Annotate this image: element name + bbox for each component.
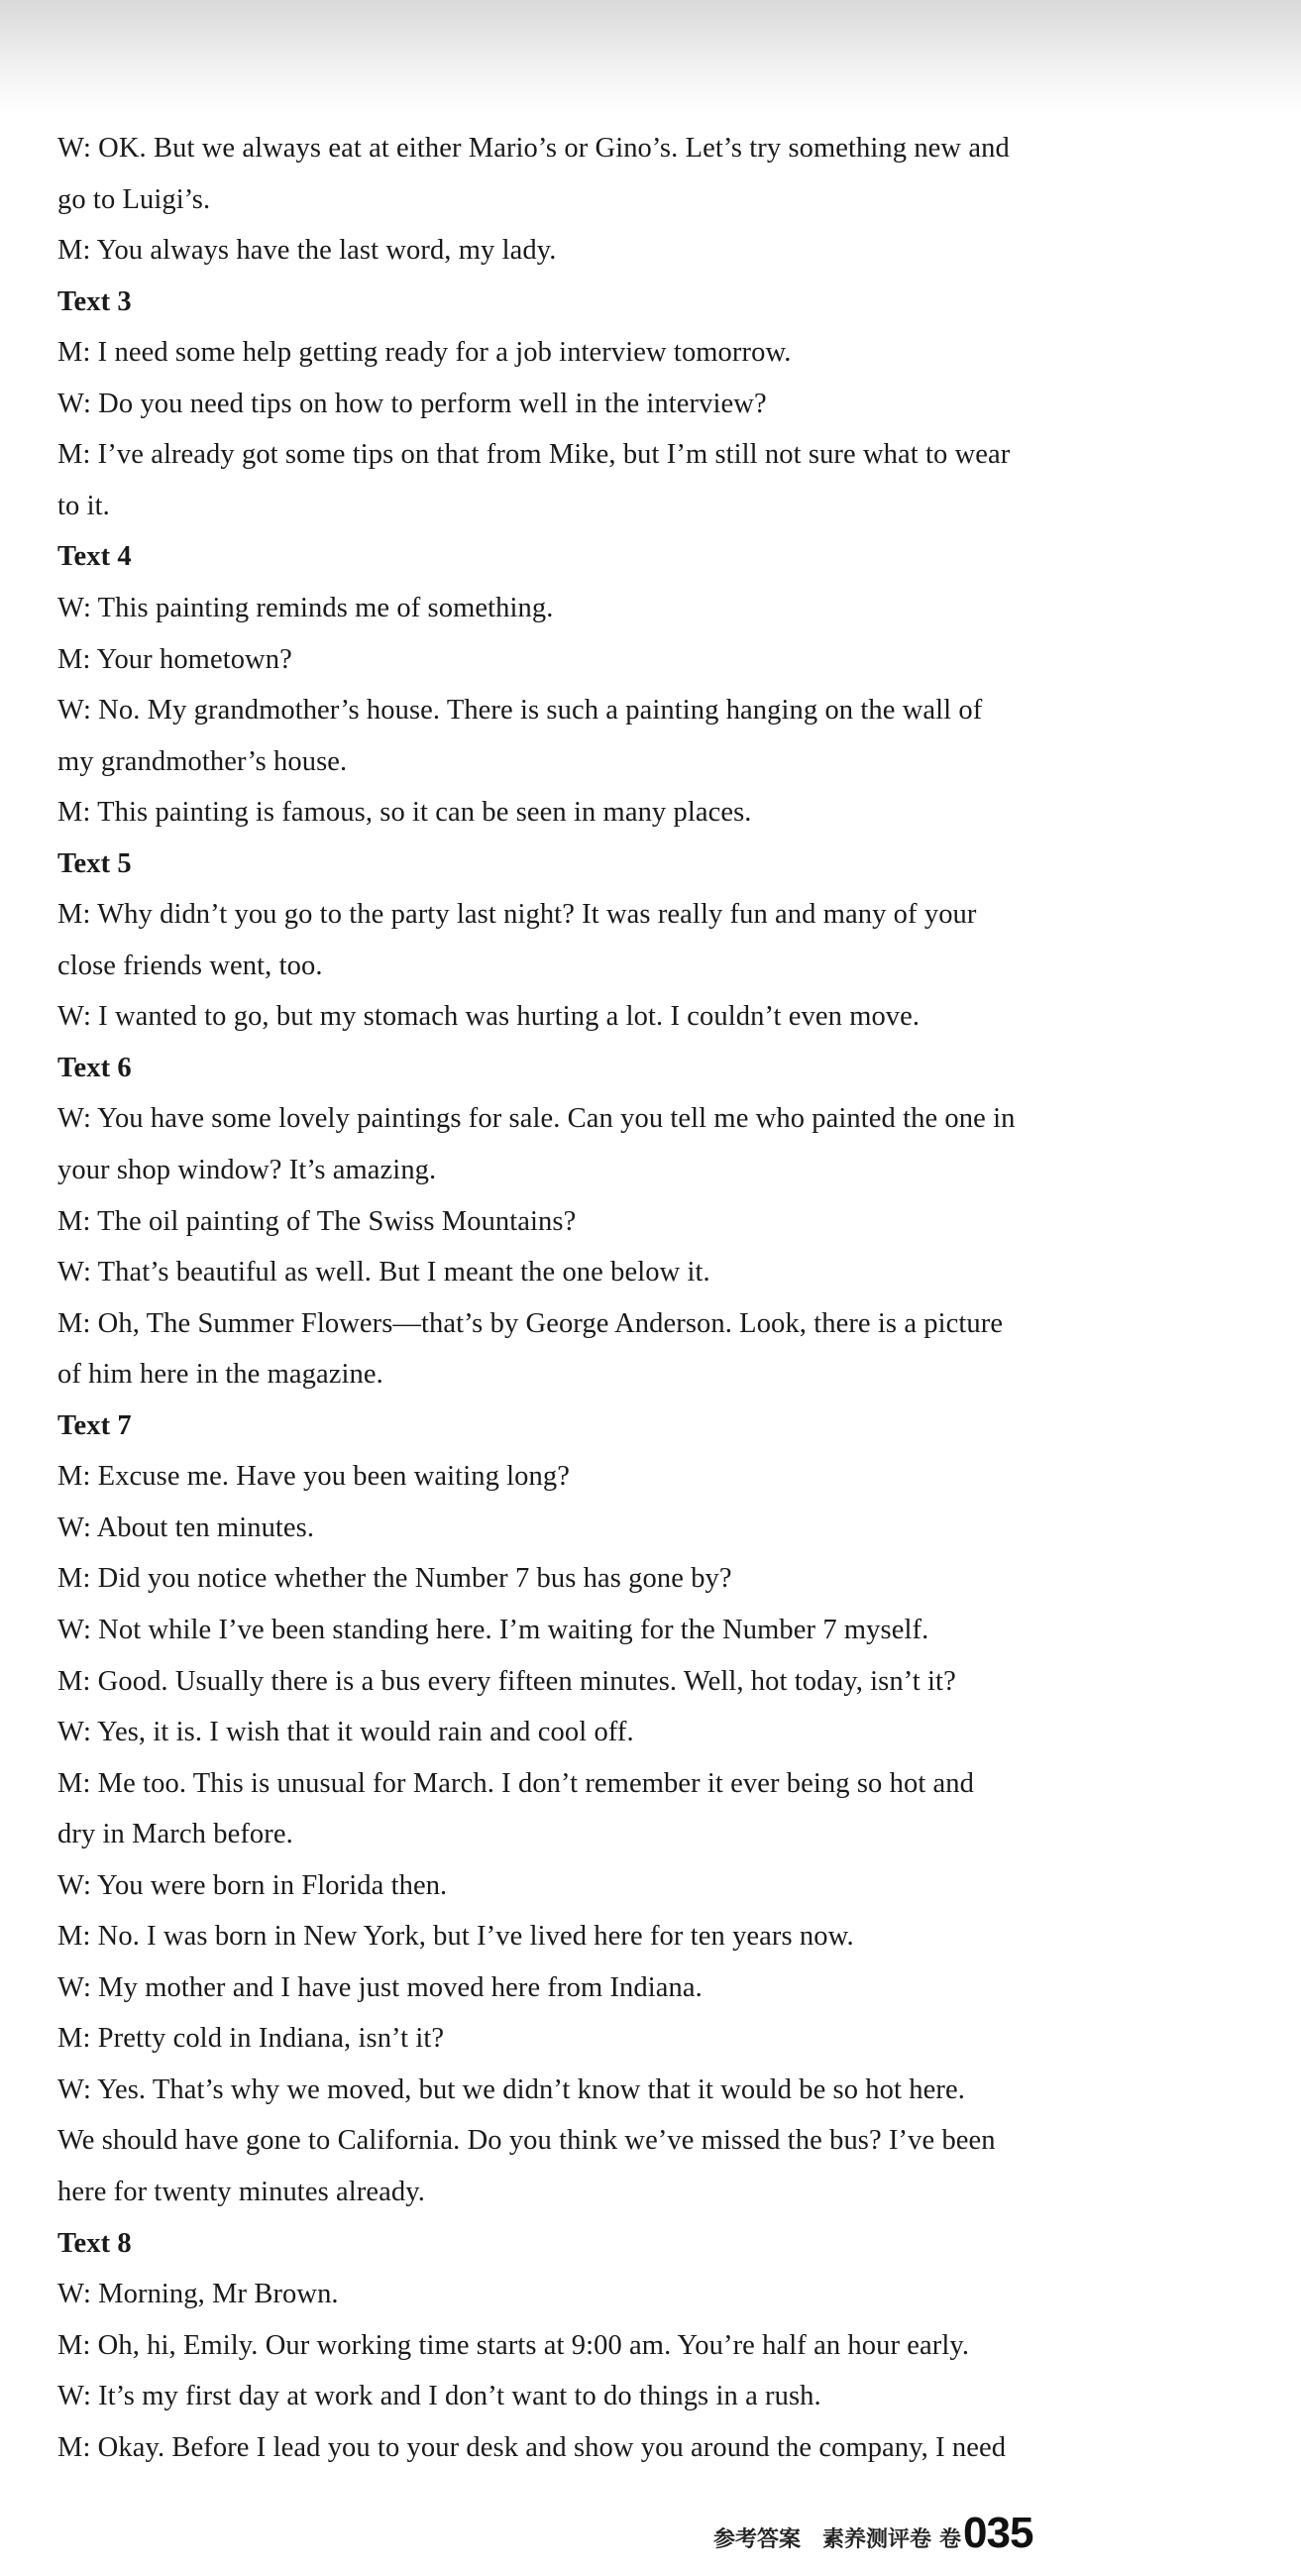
transcript-line: W: No. My grandmother’s house. There is such a painting hanging on the wall of [57,695,983,727]
transcript-line: here for twenty minutes already. [57,2177,425,2207]
transcript-line: go to Luigi’s. [57,183,211,215]
section-heading: Text 6 [57,1052,132,1083]
transcript-line: W: It’s my first day at work and I don’t want to do things in a rush. [57,2381,821,2412]
transcript-line: close friends went, too. [57,950,323,981]
transcript-line: dry in March before. [57,1819,293,1850]
transcript-line: M: Good. Usually there is a bus every fifteen minutes. Well, hot today, isn’t it? [57,1665,956,1697]
transcript-line: We should have gone to California. Do you think we’ve missed the bus? I’ve been [57,2125,996,2157]
transcript-line: W: Not while I’ve been standing here. I’m waiting for the Number 7 myself. [57,1614,929,1645]
transcript-line: M: Did you notice whether the Number 7 bus has gone by? [57,1563,732,1595]
transcript-line: W: This painting reminds me of something. [57,592,554,623]
transcript-line: my grandmother’s house. [57,745,348,777]
transcript-line: M: The oil painting of The Swiss Mountains? [57,1205,577,1237]
transcript-line: M: Oh, hi, Emily. Our working time starts at 9:00 am. You’re half an hour early. [57,2329,970,2361]
page-footer [713,2500,1032,2555]
section-heading: Text 5 [57,847,132,879]
transcript-line: W: I wanted to go, but my stomach was hurting a lot. I couldn’t even move. [57,1001,921,1033]
section-heading: Text 8 [57,2227,132,2259]
transcript-line: W: Yes. That’s why we moved, but we didn’t know that it would be so hot here. [57,2073,965,2105]
transcript-line: of him here in the magazine. [57,1359,383,1391]
section-heading: Text 7 [57,1409,132,1441]
transcript-line: M: Okay. Before I lead you to your desk and show you around the company, I need [57,2431,1007,2463]
transcript-line: W: Do you need tips on how to perform well in the interview? [57,388,767,419]
transcript-line: M: I need some help getting ready for a job interview tomorrow. [57,337,792,369]
footer-series-label: 素养测评卷 [822,2527,932,2552]
transcript-line: W: You have some lovely paintings for sale. Can you tell me who painted the one in [57,1103,1016,1135]
footer-answer-label: 参考答案 [713,2527,802,2552]
transcript-line: M: This painting is famous, so it can be seen in many places. [57,797,752,829]
section-heading: Text 3 [57,285,132,317]
transcript-line: W: Yes, it is. I wish that it would rain and cool off. [57,1717,634,1748]
transcript-line: W: OK. But we always eat at either Mario’s or Gino’s. Let’s try something new and [57,133,1010,164]
transcript-line: M: No. I was born in New York, but I’ve lived here for ten years now. [57,1921,854,1953]
page-number: 035 [963,2509,1033,2557]
transcript-line: M: You always have the last word, my lady. [57,235,557,267]
transcript-line: M: I’ve already got some tips on that from Mike, but I’m still not sure what to wear [57,439,1011,471]
transcript-line: M: Why didn’t you go to the party last night? It was really fun and many of your [57,899,977,931]
transcript-line: W: You were born in Florida then. [57,1869,448,1901]
footer-juan-label: 卷 [939,2527,962,2552]
transcript-line: W: My mother and I have just moved here from Indiana. [57,1971,703,2003]
transcript-line: M: Oh, The Summer Flowers—that’s by George Anderson. Look, there is a picture [57,1307,1004,1339]
transcript-line: M: Pretty cold in Indiana, isn’t it? [57,2023,445,2055]
transcript-line: M: Your hometown? [57,643,292,675]
transcript-line: M: Me too. This is unusual for March. I don’t remember it ever being so hot and [57,1767,975,1799]
transcript-line: to it. [57,490,110,521]
transcript-line: W: About ten minutes. [57,1512,315,1543]
transcript-line: W: That’s beautiful as well. But I meant the one below it. [57,1257,710,1288]
transcript-line: M: Excuse me. Have you been waiting long? [57,1461,570,1493]
transcript-line: your shop window? It’s amazing. [57,1155,437,1185]
section-heading: Text 4 [57,541,132,573]
transcript-line: W: Morning, Mr Brown. [57,2279,339,2310]
